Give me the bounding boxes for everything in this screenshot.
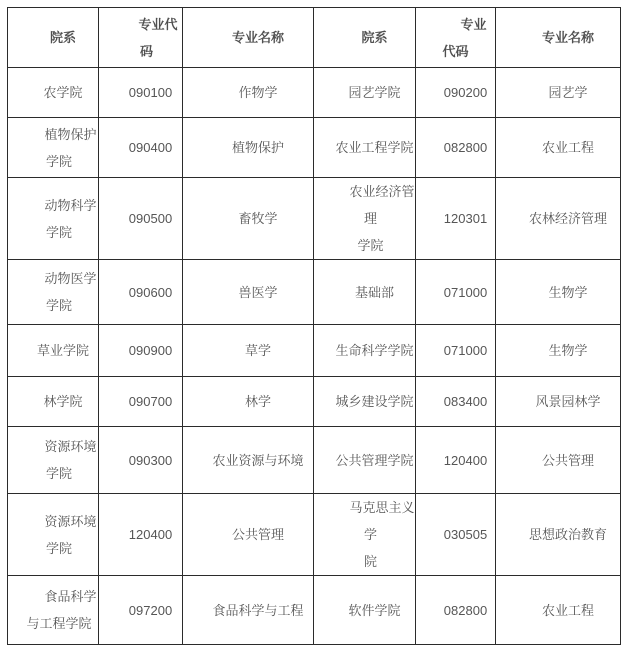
cell-line: 草业学院 xyxy=(36,343,89,358)
cell-line: 城乡建设学院 xyxy=(335,394,414,409)
table-cell xyxy=(314,260,416,325)
table-cell xyxy=(99,325,183,377)
header-line: 专业名称 xyxy=(231,30,284,45)
cell-line: 马克思主义学 xyxy=(349,500,415,542)
cell-line: 园艺学 xyxy=(548,85,588,100)
table-row xyxy=(8,576,621,645)
table-cell xyxy=(314,178,416,260)
table-cell xyxy=(416,68,496,118)
cell-line: 林学 xyxy=(244,394,271,409)
header-cell xyxy=(99,8,183,68)
cell-line: 090900 xyxy=(128,343,173,358)
header-line: 码 xyxy=(139,43,153,59)
table-cell xyxy=(99,178,183,260)
cell-line: 090500 xyxy=(128,211,173,226)
cell-line: 资源环境 xyxy=(44,439,97,454)
cell-line: 090200 xyxy=(443,85,488,100)
table-cell xyxy=(416,178,496,260)
cell-line: 动物科学 xyxy=(44,197,97,213)
header-line: 院系 xyxy=(361,30,388,45)
table-cell xyxy=(314,118,416,178)
table-cell xyxy=(314,427,416,494)
table-cell xyxy=(99,377,183,427)
cell-line: 软件学院 xyxy=(348,602,401,618)
header-cell xyxy=(8,8,99,68)
cell-line: 公共管理学院 xyxy=(335,452,414,468)
cell-line: 090700 xyxy=(128,394,173,409)
table-cell xyxy=(314,494,416,576)
header-line: 院系 xyxy=(49,30,76,45)
table-cell xyxy=(496,377,621,427)
table-cell xyxy=(314,325,416,377)
cell-line: 学院 xyxy=(45,466,72,481)
cell-line: 农林经济管理 xyxy=(528,211,607,226)
table-cell xyxy=(314,68,416,118)
table-cell xyxy=(496,494,621,576)
cell-line: 090300 xyxy=(128,452,173,468)
table-cell xyxy=(183,260,314,325)
table-cell xyxy=(8,118,99,178)
cell-line: 资源环境 xyxy=(44,513,97,529)
cell-line: 思想政治教育 xyxy=(528,527,607,542)
header-row xyxy=(8,8,621,68)
table-cell xyxy=(183,427,314,494)
cell-line: 风景园林学 xyxy=(535,394,601,409)
table-cell xyxy=(183,118,314,178)
table-cell xyxy=(496,576,621,645)
cell-line: 作物学 xyxy=(238,85,278,100)
table-cell xyxy=(8,427,99,494)
table-row xyxy=(8,68,621,118)
cell-line: 082800 xyxy=(443,140,488,155)
cell-line: 畜牧学 xyxy=(238,211,278,226)
cell-line: 090600 xyxy=(128,284,173,300)
table-cell xyxy=(496,260,621,325)
cell-line: 农业资源与环境 xyxy=(212,452,304,468)
table-cell xyxy=(314,576,416,645)
table-cell xyxy=(8,325,99,377)
cell-line: 120301 xyxy=(443,211,488,226)
table-cell xyxy=(416,576,496,645)
table-cell xyxy=(99,494,183,576)
table-cell xyxy=(496,68,621,118)
cell-line: 090100 xyxy=(128,85,173,100)
cell-line: 学院 xyxy=(45,298,72,313)
cell-line: 生物学 xyxy=(548,284,588,300)
cell-line: 农业工程 xyxy=(541,602,594,618)
majors-table xyxy=(7,7,621,645)
header-line: 代码 xyxy=(442,43,469,59)
cell-line: 兽医学 xyxy=(238,284,278,300)
table-cell xyxy=(8,68,99,118)
cell-line: 公共管理 xyxy=(231,527,284,542)
cell-line: 园艺学院 xyxy=(348,85,401,100)
cell-line: 097200 xyxy=(128,602,173,618)
cell-line: 植物保护 xyxy=(231,140,284,155)
cell-line: 071000 xyxy=(443,284,488,300)
table-row xyxy=(8,260,621,325)
table-cell xyxy=(99,260,183,325)
cell-line: 植物保护 xyxy=(44,126,97,142)
cell-line: 农业工程 xyxy=(541,140,594,155)
cell-line: 071000 xyxy=(443,343,488,358)
cell-line: 院 xyxy=(363,554,377,569)
cell-line: 生物学 xyxy=(548,343,588,358)
cell-line: 学院 xyxy=(357,238,384,253)
table-cell xyxy=(416,377,496,427)
header-cell xyxy=(314,8,416,68)
cell-line: 农业经济管理 xyxy=(349,184,415,226)
cell-line: 083400 xyxy=(443,394,488,409)
table-cell xyxy=(416,260,496,325)
table-row xyxy=(8,494,621,576)
cell-line: 120400 xyxy=(443,452,488,468)
table-cell xyxy=(8,377,99,427)
cell-line: 120400 xyxy=(128,527,173,542)
table-row xyxy=(8,427,621,494)
table-row xyxy=(8,178,621,260)
table-cell xyxy=(416,325,496,377)
cell-line: 动物医学 xyxy=(44,271,97,286)
table-cell xyxy=(183,68,314,118)
table-cell xyxy=(416,494,496,576)
cell-line: 林学院 xyxy=(43,394,83,409)
table-row xyxy=(8,118,621,178)
cell-line: 基础部 xyxy=(354,284,394,300)
table-cell xyxy=(496,118,621,178)
header-cell xyxy=(416,8,496,68)
table-row xyxy=(8,325,621,377)
table-cell xyxy=(183,377,314,427)
cell-line: 农业工程学院 xyxy=(335,140,414,155)
table-cell xyxy=(183,576,314,645)
table-cell xyxy=(496,178,621,260)
table-row xyxy=(8,377,621,427)
table-cell xyxy=(496,427,621,494)
cell-line: 082800 xyxy=(443,602,488,618)
header-cell xyxy=(496,8,621,68)
table-cell xyxy=(416,427,496,494)
table-header xyxy=(8,8,621,68)
table-cell xyxy=(99,576,183,645)
table-cell xyxy=(416,118,496,178)
table-cell xyxy=(99,68,183,118)
table-cell xyxy=(183,178,314,260)
table-cell xyxy=(183,325,314,377)
header-line: 专业 xyxy=(460,16,487,32)
cell-line: 农学院 xyxy=(43,85,83,100)
cell-line: 学院 xyxy=(45,153,72,169)
header-line: 专业名称 xyxy=(541,30,594,45)
cell-line: 学院 xyxy=(45,540,72,556)
table-cell xyxy=(8,576,99,645)
table-cell xyxy=(496,325,621,377)
cell-line: 学院 xyxy=(45,224,72,240)
table-cell xyxy=(183,494,314,576)
cell-line: 草学 xyxy=(244,343,271,358)
cell-line: 食品科学 xyxy=(44,589,97,604)
header-line: 专业代 xyxy=(138,16,178,32)
table-cell xyxy=(8,178,99,260)
table-cell xyxy=(99,118,183,178)
cell-line: 生命科学学院 xyxy=(335,343,414,358)
table-cell xyxy=(314,377,416,427)
cell-line: 与工程学院 xyxy=(26,616,92,631)
header-cell xyxy=(183,8,314,68)
table-body xyxy=(8,68,621,645)
cell-line: 公共管理 xyxy=(541,452,594,468)
table-cell xyxy=(99,427,183,494)
cell-line: 030505 xyxy=(443,527,488,542)
table-cell xyxy=(8,494,99,576)
cell-line: 090400 xyxy=(128,140,173,155)
cell-line: 食品科学与工程 xyxy=(212,602,304,618)
table-cell xyxy=(8,260,99,325)
